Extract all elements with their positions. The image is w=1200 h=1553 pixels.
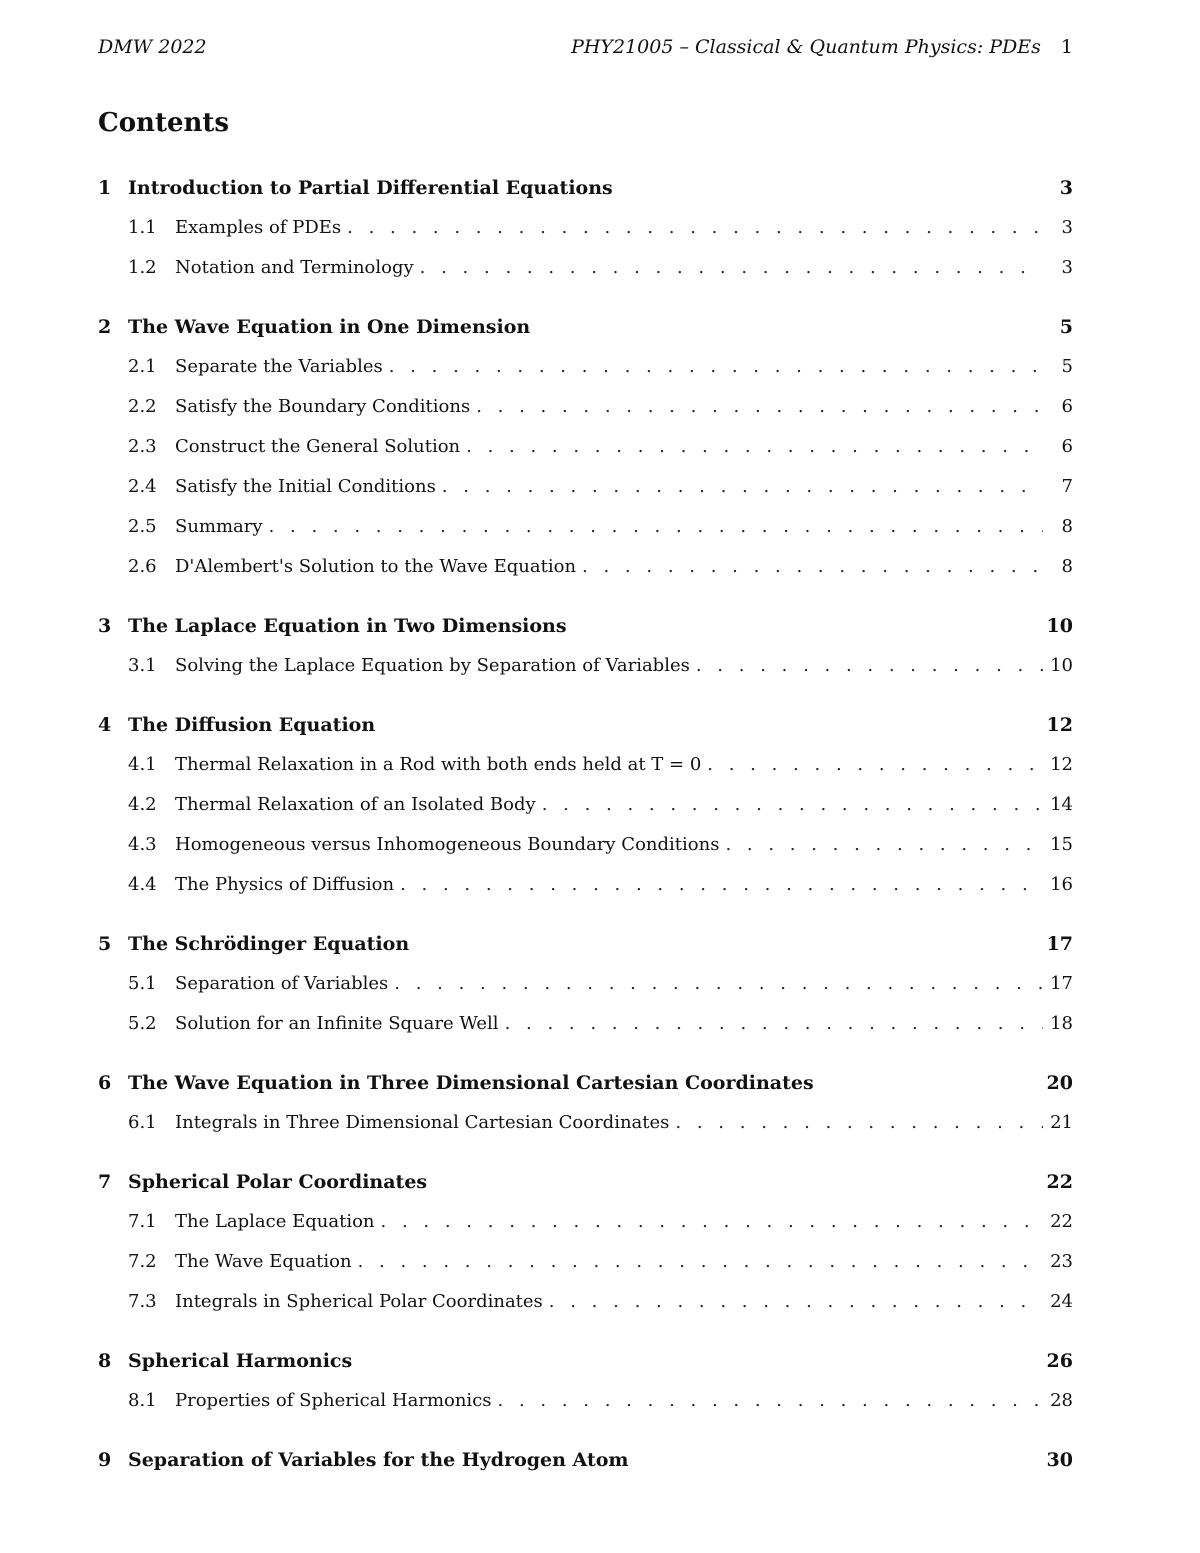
dot-leader [498, 1381, 1043, 1421]
subsection-number: 7.2 [128, 1251, 157, 1272]
toc-section [98, 606, 1073, 686]
section-title: Spherical Harmonics [128, 1350, 353, 1372]
toc-section-entry[interactable] [98, 606, 1073, 646]
subsection-page-number: 3 [1061, 217, 1073, 238]
toc-subsection-entry[interactable] [98, 785, 1073, 825]
dot-leader [358, 1242, 1043, 1282]
header-course-title: PHY21005 – Classical & Quantum Physics: PDEs [571, 36, 1041, 58]
toc-section-entry[interactable] [98, 1341, 1073, 1381]
subsection-number: 5.1 [128, 973, 157, 994]
subsection-title: Construct the General Solution [175, 436, 461, 457]
dot-leader [400, 865, 1043, 905]
subsection-number: 3.1 [128, 655, 157, 676]
dot-leader [476, 387, 1043, 427]
subsection-page-number: 17 [1050, 973, 1073, 994]
toc-subsection-entry[interactable] [98, 646, 1073, 686]
subsection-number: 1.2 [128, 257, 157, 278]
section-number: 4 [98, 714, 112, 736]
section-page-number: 17 [1046, 933, 1073, 955]
subsection-title: The Laplace Equation [175, 1211, 375, 1232]
dot-leader [542, 785, 1043, 825]
section-page-number: 20 [1046, 1072, 1073, 1094]
toc-subsection-entry[interactable] [98, 745, 1073, 785]
toc-section-entry[interactable] [98, 924, 1073, 964]
dot-leader [725, 825, 1043, 865]
subsection-page-number: 8 [1061, 516, 1073, 537]
page-header [98, 36, 1073, 64]
subsection-page-number: 14 [1050, 794, 1073, 815]
dot-leader [381, 1202, 1043, 1242]
dot-leader [505, 1004, 1043, 1044]
toc-section [98, 1162, 1073, 1322]
dot-leader [347, 208, 1043, 248]
subsection-number: 2.5 [128, 516, 157, 537]
section-page-number: 5 [1059, 316, 1073, 338]
section-number: 2 [98, 316, 112, 338]
subsection-page-number: 15 [1050, 834, 1073, 855]
subsection-number: 8.1 [128, 1390, 157, 1411]
toc-subsection-entry[interactable] [98, 825, 1073, 865]
toc-subsection-entry[interactable] [98, 248, 1073, 288]
toc-subsection-entry[interactable] [98, 1004, 1073, 1044]
subsection-number: 2.1 [128, 356, 157, 377]
toc-subsection-entry[interactable] [98, 865, 1073, 905]
toc-section [98, 924, 1073, 1044]
subsection-title: Thermal Relaxation of an Isolated Body [175, 794, 536, 815]
subsection-title: Notation and Terminology [175, 257, 414, 278]
section-title: Spherical Polar Coordinates [128, 1171, 428, 1193]
dot-leader [466, 427, 1043, 467]
subsection-number: 4.4 [128, 874, 157, 895]
subsection-number: 7.3 [128, 1291, 157, 1312]
subsection-page-number: 5 [1061, 356, 1073, 377]
dot-leader [549, 1282, 1043, 1322]
subsection-page-number: 7 [1061, 476, 1073, 497]
page-number: 1 [1060, 36, 1073, 58]
toc-subsection-entry[interactable] [98, 347, 1073, 387]
toc-subsection-entry[interactable] [98, 1202, 1073, 1242]
section-page-number: 22 [1046, 1171, 1073, 1193]
toc-section-entry[interactable] [98, 705, 1073, 745]
subsection-title: Satisfy the Initial Conditions [175, 476, 436, 497]
section-page-number: 3 [1059, 177, 1073, 199]
subsection-number: 5.2 [128, 1013, 157, 1034]
table-of-contents [98, 168, 1073, 1499]
toc-section [98, 1440, 1073, 1480]
toc-section-entry[interactable] [98, 307, 1073, 347]
toc-section [98, 168, 1073, 288]
section-title: The Wave Equation in Three Dimensional Cartesian Coordinates [128, 1072, 814, 1094]
section-page-number: 30 [1046, 1449, 1073, 1471]
toc-section [98, 705, 1073, 905]
subsection-title: Satisfy the Boundary Conditions [175, 396, 471, 417]
subsection-title: Thermal Relaxation in a Rod with both ends held at T = 0 [175, 754, 702, 775]
dot-leader [442, 467, 1043, 507]
section-number: 3 [98, 615, 112, 637]
subsection-number: 7.1 [128, 1211, 157, 1232]
section-title: The Wave Equation in One Dimension [128, 316, 531, 338]
toc-subsection-entry[interactable] [98, 507, 1073, 547]
contents-title: Contents [98, 108, 230, 138]
toc-subsection-entry[interactable] [98, 1103, 1073, 1143]
subsection-number: 4.2 [128, 794, 157, 815]
section-number: 7 [98, 1171, 112, 1193]
subsection-page-number: 6 [1061, 396, 1073, 417]
subsection-title: Homogeneous versus Inhomogeneous Boundary Conditions [175, 834, 720, 855]
subsection-title: Examples of PDEs [175, 217, 342, 238]
section-number: 8 [98, 1350, 112, 1372]
subsection-page-number: 24 [1050, 1291, 1073, 1312]
subsection-page-number: 3 [1061, 257, 1073, 278]
header-author-year: DMW 2022 [98, 36, 207, 58]
section-title: The Laplace Equation in Two Dimensions [128, 615, 567, 637]
subsection-title: Properties of Spherical Harmonics [175, 1390, 492, 1411]
section-page-number: 10 [1046, 615, 1073, 637]
subsection-title: Integrals in Three Dimensional Cartesian Coordinates [175, 1112, 670, 1133]
toc-subsection-entry[interactable] [98, 467, 1073, 507]
subsection-number: 2.3 [128, 436, 157, 457]
toc-section-entry[interactable] [98, 1063, 1073, 1103]
toc-subsection-entry[interactable] [98, 1282, 1073, 1322]
subsection-title: Separation of Variables [175, 973, 389, 994]
section-number: 5 [98, 933, 112, 955]
subsection-page-number: 23 [1050, 1251, 1073, 1272]
section-title: The Schrödinger Equation [128, 933, 410, 955]
toc-subsection-entry[interactable] [98, 387, 1073, 427]
subsection-number: 2.4 [128, 476, 157, 497]
section-title: The Diffusion Equation [128, 714, 376, 736]
dot-leader [420, 248, 1043, 288]
subsection-page-number: 18 [1050, 1013, 1073, 1034]
toc-section [98, 1063, 1073, 1143]
subsection-number: 2.2 [128, 396, 157, 417]
dot-leader [696, 646, 1043, 686]
dot-leader [582, 547, 1043, 587]
dot-leader [394, 964, 1043, 1004]
subsection-title: The Wave Equation [175, 1251, 352, 1272]
subsection-page-number: 12 [1050, 754, 1073, 775]
subsection-title: Integrals in Spherical Polar Coordinates [175, 1291, 543, 1312]
subsection-title: The Physics of Diffusion [175, 874, 395, 895]
subsection-title: D'Alembert's Solution to the Wave Equation [175, 556, 577, 577]
section-page-number: 12 [1046, 714, 1073, 736]
subsection-number: 4.3 [128, 834, 157, 855]
header-course [571, 36, 1073, 58]
section-page-number: 26 [1046, 1350, 1073, 1372]
toc-subsection-entry[interactable] [98, 964, 1073, 1004]
subsection-title: Separate the Variables [175, 356, 383, 377]
dot-leader [389, 347, 1043, 387]
subsection-title: Solution for an Infinite Square Well [175, 1013, 499, 1034]
subsection-page-number: 8 [1061, 556, 1073, 577]
section-number: 1 [98, 177, 112, 199]
subsection-page-number: 21 [1050, 1112, 1073, 1133]
dot-leader [269, 507, 1043, 547]
subsection-title: Summary [175, 516, 263, 537]
subsection-page-number: 6 [1061, 436, 1073, 457]
subsection-page-number: 28 [1050, 1390, 1073, 1411]
dot-leader [707, 745, 1043, 785]
toc-subsection-entry[interactable] [98, 1242, 1073, 1282]
section-title: Introduction to Partial Differential Equations [128, 177, 613, 199]
toc-subsection-entry[interactable] [98, 1381, 1073, 1421]
toc-section [98, 1341, 1073, 1421]
subsection-number: 6.1 [128, 1112, 157, 1133]
subsection-number: 2.6 [128, 556, 157, 577]
toc-section-entry[interactable] [98, 1440, 1073, 1480]
toc-section-entry[interactable] [98, 1162, 1073, 1202]
subsection-number: 1.1 [128, 217, 157, 238]
subsection-number: 4.1 [128, 754, 157, 775]
section-number: 9 [98, 1449, 112, 1471]
toc-subsection-entry[interactable] [98, 547, 1073, 587]
toc-section-entry[interactable] [98, 168, 1073, 208]
section-number: 6 [98, 1072, 112, 1094]
dot-leader [675, 1103, 1043, 1143]
section-title: Separation of Variables for the Hydrogen Atom [128, 1449, 629, 1471]
subsection-title: Solving the Laplace Equation by Separation of Variables [175, 655, 690, 676]
toc-subsection-entry[interactable] [98, 208, 1073, 248]
subsection-page-number: 16 [1050, 874, 1073, 895]
subsection-page-number: 22 [1050, 1211, 1073, 1232]
toc-section [98, 307, 1073, 587]
toc-subsection-entry[interactable] [98, 427, 1073, 467]
subsection-page-number: 10 [1050, 655, 1073, 676]
